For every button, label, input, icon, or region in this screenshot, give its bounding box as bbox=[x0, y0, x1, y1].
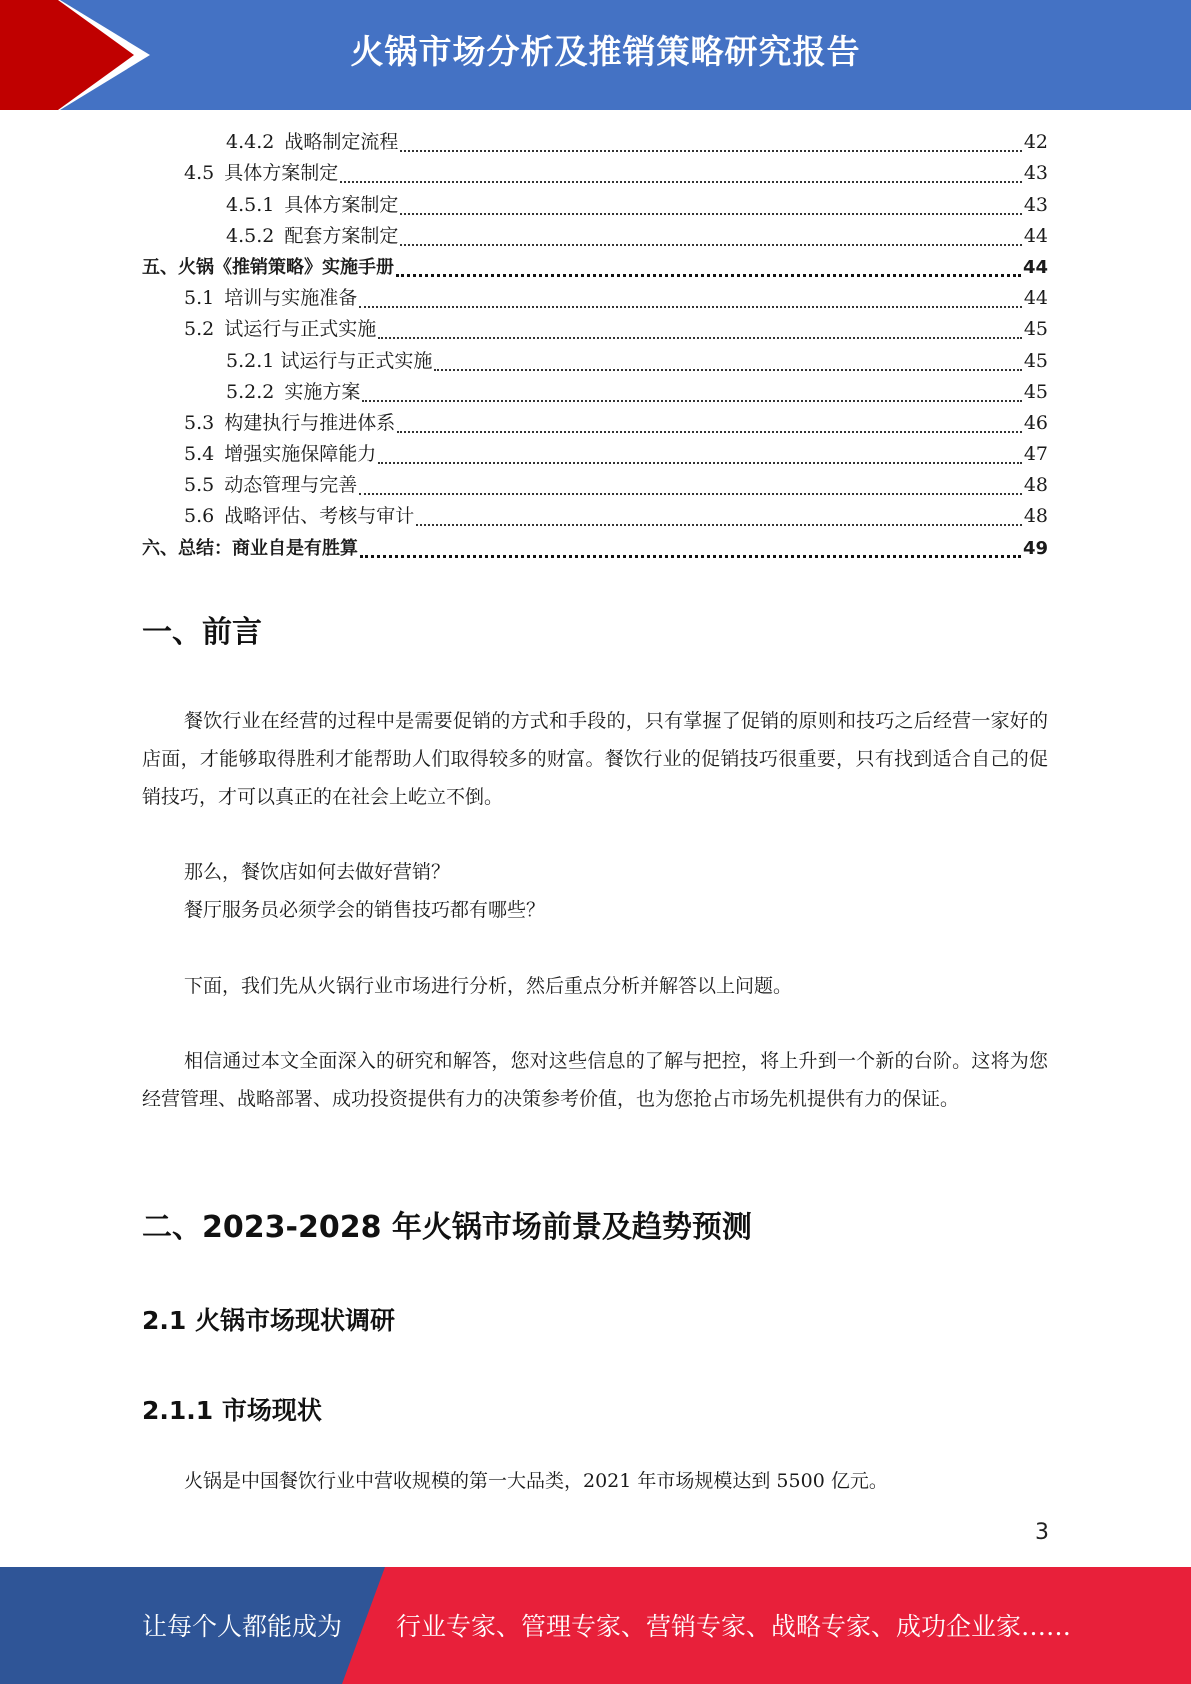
toc-entry-title: 构建执行与推进体系 bbox=[224, 411, 396, 434]
report-title: 火锅市场分析及推销策略研究报告 bbox=[350, 32, 861, 71]
footer-slogan-left: 让每个人都能成为 bbox=[142, 1612, 343, 1641]
toc-entry-page: 44 bbox=[1022, 256, 1048, 278]
toc-entry-number: 5.6 bbox=[184, 505, 215, 528]
toc-entry[interactable] bbox=[142, 377, 1048, 408]
toc-entry-number: 5.3 bbox=[184, 411, 215, 434]
toc-entry-number: 5.4 bbox=[184, 443, 215, 466]
toc-entry-number: 5.1 bbox=[184, 287, 215, 310]
toc-entry[interactable] bbox=[142, 532, 1048, 563]
toc-entry-number: 5.5 bbox=[184, 474, 215, 497]
footer-slogan-right: 行业专家、管理专家、营销专家、战略专家、成功企业家…… bbox=[396, 1612, 1072, 1641]
toc-entry-page: 43 bbox=[1023, 162, 1048, 185]
toc-entry[interactable] bbox=[142, 189, 1048, 220]
page-number: 3 bbox=[1035, 1520, 1049, 1545]
toc-entry-title: 培训与实施准备 bbox=[224, 287, 358, 310]
toc-entry[interactable] bbox=[142, 345, 1048, 376]
toc-leader-dots bbox=[397, 423, 1022, 433]
toc-entry-page: 49 bbox=[1022, 537, 1048, 559]
toc-entry[interactable] bbox=[142, 408, 1048, 439]
toc-entry-title: 战略制定流程 bbox=[284, 131, 399, 154]
toc-entry-number: 4.5 bbox=[184, 162, 215, 185]
toc-entry-title: 具体方案制定 bbox=[284, 193, 399, 216]
table-of-contents bbox=[142, 127, 1048, 564]
toc-entry[interactable] bbox=[142, 439, 1048, 470]
toc-entry[interactable] bbox=[142, 501, 1048, 532]
paragraph-transition: 下面，我们先从火锅行业市场进行分析，然后重点分析并解答以上问题。 bbox=[184, 975, 793, 997]
toc-leader-dots bbox=[378, 454, 1022, 464]
toc-entry-page: 47 bbox=[1023, 443, 1048, 466]
page-footer bbox=[0, 1567, 1191, 1684]
toc-entry-number: 5.2.2 bbox=[226, 380, 275, 403]
toc-entry-page: 43 bbox=[1023, 193, 1048, 216]
toc-leader-dots bbox=[400, 205, 1021, 215]
toc-entry[interactable] bbox=[142, 127, 1048, 158]
section-title-preface: 一、前言 bbox=[142, 615, 262, 650]
toc-entry-title: 实施方案 bbox=[284, 380, 361, 403]
question-2: 餐厅服务员必须学会的销售技巧都有哪些？ bbox=[184, 899, 546, 921]
toc-entry[interactable] bbox=[142, 252, 1048, 283]
toc-leader-dots bbox=[360, 547, 1021, 558]
toc-entry-title: 配套方案制定 bbox=[284, 224, 399, 247]
toc-leader-dots bbox=[416, 516, 1022, 526]
question-1: 那么，餐饮店如何去做好营销？ bbox=[184, 861, 451, 883]
toc-entry-title: 具体方案制定 bbox=[224, 162, 339, 185]
toc-leader-dots bbox=[359, 485, 1022, 495]
toc-entry-page: 44 bbox=[1023, 287, 1048, 310]
toc-entry-page: 44 bbox=[1023, 224, 1048, 247]
toc-entry[interactable] bbox=[142, 221, 1048, 252]
toc-entry[interactable] bbox=[142, 470, 1048, 501]
toc-entry-title: 5.2.1 试运行与正式实施 bbox=[226, 349, 433, 372]
toc-leader-dots bbox=[378, 329, 1022, 339]
toc-entry-title: 动态管理与完善 bbox=[224, 474, 358, 497]
toc-leader-dots bbox=[359, 298, 1022, 308]
toc-leader-dots bbox=[396, 266, 1021, 277]
toc-leader-dots bbox=[340, 173, 1022, 183]
toc-entry-number: 4.5.1 bbox=[226, 193, 275, 216]
toc-entry-number: 5.2 bbox=[184, 318, 215, 341]
toc-entry-number: 4.4.2 bbox=[226, 131, 275, 154]
toc-entry-page: 45 bbox=[1023, 349, 1048, 372]
section-title-forecast: 二、2023-2028 年火锅市场前景及趋势预测 bbox=[142, 1210, 752, 1245]
toc-entry-title: 五、火锅《推销策略》实施手册 bbox=[142, 256, 394, 278]
subsection-title-2-1-1: 2.1.1 市场现状 bbox=[142, 1396, 322, 1425]
toc-entry[interactable] bbox=[142, 314, 1048, 345]
subsection-title-2-1: 2.1 火锅市场现状调研 bbox=[142, 1306, 395, 1335]
paragraph-value: 相信通过本文全面深入的研究和解答，您对这些信息的了解与把控，将上升到一个新的台阶。这将为您经营管理、战略部署、成功投资提供有力的决策参考价值，也为您抢占市场先机提供有力的保证。 bbox=[142, 1050, 1048, 1110]
toc-entry-title: 试运行与正式实施 bbox=[224, 318, 377, 341]
toc-entry-page: 42 bbox=[1023, 131, 1048, 154]
paragraph-intro: 餐饮行业在经营的过程中是需要促销的方式和手段的，只有掌握了促销的原则和技巧之后经营一家好的店面，才能够取得胜利才能帮助人们取得较多的财富。餐饮行业的促销技巧很重要，只有找到适合自己的促销技巧，才可以真正的在社会上屹立不倒。 bbox=[142, 710, 1048, 808]
toc-entry-number: 4.5.2 bbox=[226, 224, 275, 247]
toc-entry-page: 45 bbox=[1023, 380, 1048, 403]
toc-entry-title: 增强实施保障能力 bbox=[224, 443, 377, 466]
toc-leader-dots bbox=[400, 142, 1021, 152]
toc-entry[interactable] bbox=[142, 283, 1048, 314]
toc-entry-page: 46 bbox=[1023, 411, 1048, 434]
toc-entry-page: 48 bbox=[1023, 505, 1048, 528]
toc-leader-dots bbox=[434, 361, 1021, 371]
toc-leader-dots bbox=[400, 236, 1021, 246]
toc-entry-page: 48 bbox=[1023, 474, 1048, 497]
toc-entry-title: 六、总结：商业自是有胜算 bbox=[142, 537, 358, 559]
paragraph-market-size: 火锅是中国餐饮行业中营收规模的第一大品类，2021 年市场规模达到 5500 亿元。 bbox=[184, 1470, 888, 1492]
toc-leader-dots bbox=[362, 392, 1021, 402]
page-header bbox=[0, 0, 1191, 110]
toc-entry-title: 战略评估、考核与审计 bbox=[224, 505, 415, 528]
toc-entry[interactable] bbox=[142, 158, 1048, 189]
toc-entry-page: 45 bbox=[1023, 318, 1048, 341]
